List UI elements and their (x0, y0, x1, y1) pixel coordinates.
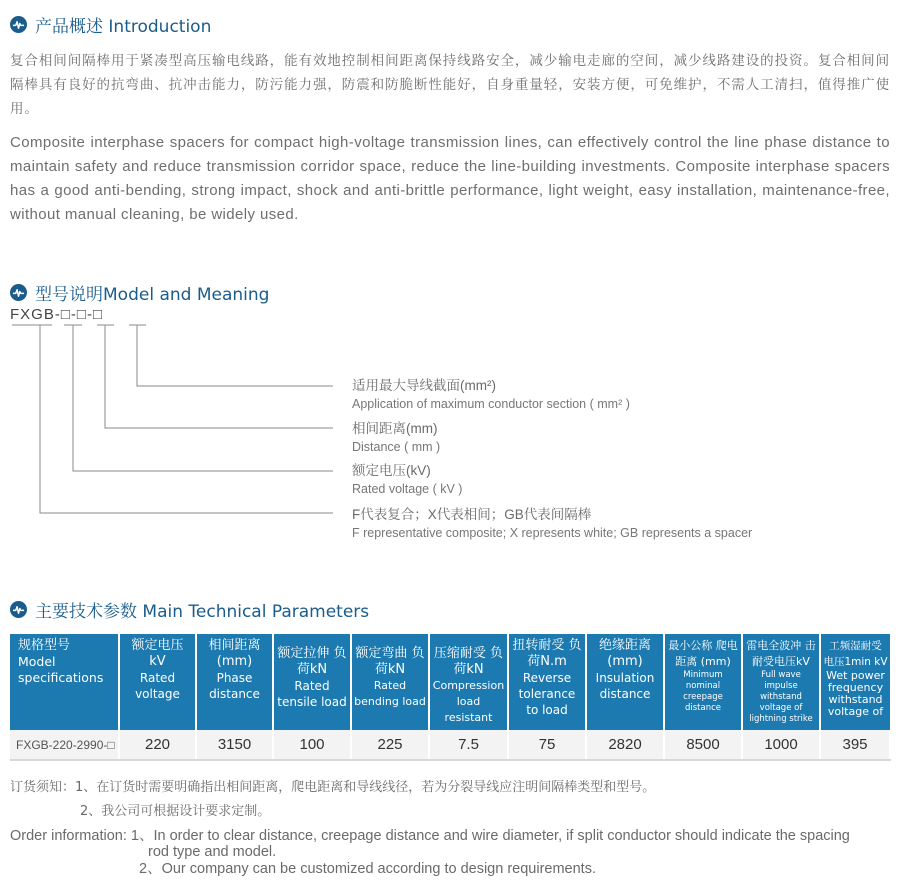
order-note-en-1-cont: rod type and model. (148, 844, 277, 860)
intro-section-title (10, 12, 211, 37)
model-label-section: 适用最大导线截面(mm²) Application of maximum conductor section ( mm² ) (352, 378, 630, 411)
model-code (10, 306, 103, 323)
model-label-distance: 相间距离(mm) Distance ( mm ) (352, 421, 441, 454)
cell-phase-distance: 3150 (196, 730, 273, 760)
order-label-en: Order information: (10, 828, 127, 844)
cell-insulation-distance: 2820 (586, 730, 664, 760)
leader-type (40, 325, 333, 513)
leader-voltage (73, 325, 333, 471)
model-code-prefix: FXGB (10, 306, 55, 323)
pulse-icon (10, 284, 27, 301)
intro-paragraph-en: Composite interphase spacers for compact high-voltage transmission lines, can effectively control the line phase distance to maintain safety and reduce transmission corridor space, reduce the line-building investments. Composite interphase spacers has a good anti-bending, strong impact, shock and anti-brittle performance, light weight, easy installation, maintenance-free, without manual cleaning, be widely used. (10, 134, 890, 223)
params-title-text: 主要技术参数 Main Technical Parameters (35, 602, 370, 622)
cell-bending-load: 225 (351, 730, 429, 760)
code-separator: - (70, 306, 77, 323)
model-label-voltage: 额定电压(kV) Rated voltage ( kV ) (352, 463, 463, 496)
col-header-tensile-load: 额定拉伸 负荷kN Rated tensile load (273, 634, 351, 730)
cell-rated-voltage: 220 (119, 730, 196, 760)
col-header-rated-voltage: 额定电压 kV Rated voltage (119, 634, 196, 730)
col-header-compression-load: 压缩耐受 负荷kN Compression load resistant (429, 634, 508, 730)
cell-reverse-tolerance: 75 (508, 730, 586, 760)
code-separator: - (54, 306, 61, 323)
col-header-phase-distance: 相间距离 (mm) Phase distance (196, 634, 273, 730)
leader-section (137, 325, 333, 386)
order-note-cn-1: 订货须知：1、在订货时需要明确指出相间距离，爬电距离和导线线径，若为分裂导线应注明间隔棒类型和型号。 (10, 780, 656, 795)
col-header-creepage-distance: 最小公称 爬电距离 (mm) Minimum nominal creepage distance (664, 634, 742, 730)
leader-distance (105, 325, 333, 428)
code-box-voltage: □ (60, 306, 71, 323)
cell-creepage-distance: 8500 (664, 730, 742, 760)
params-section-title (10, 597, 369, 622)
model-title-text: 型号说明Model and Meaning (35, 285, 270, 305)
params-table (10, 634, 891, 761)
col-header-model: 规格型号 Model specifications (10, 634, 119, 730)
pulse-icon (10, 601, 27, 618)
order-label-cn: 订货须知： (10, 780, 76, 795)
code-separator: - (86, 306, 93, 323)
code-box-section: □ (92, 306, 104, 323)
model-label-type: F代表复合；X代表相间；GB代表间隔棒 F representative composite; X represents white; GB represents a spacer (352, 507, 753, 540)
col-header-lightning-impulse: 雷电全波冲 击耐受电压kV Full wave impulse withstand voltage of lightning strike (742, 634, 820, 730)
order-note-en-2: 2、Our company can be customized according to design requirements. (139, 861, 596, 877)
model-section-title (10, 280, 269, 305)
cell-compression-load: 7.5 (429, 730, 508, 760)
intro-title-text: 产品概述 Introduction (35, 17, 212, 37)
order-note-cn-2: 2、我公司可根据设计要求定制。 (80, 804, 271, 819)
cell-model: FXGB-220-2990-□ (10, 730, 119, 760)
pulse-icon (10, 16, 27, 33)
table-row (10, 730, 890, 760)
order-note-en-1: Order information: 1、In order to clear distance, creepage distance and wire diameter, if split conductor should indicate the spacing (10, 828, 850, 844)
col-header-insulation-distance: 绝缘距离 (mm) Insulation distance (586, 634, 664, 730)
cell-lightning-impulse: 1000 (742, 730, 820, 760)
cell-power-frequency: 395 (820, 730, 890, 760)
params-header-row (10, 634, 890, 730)
intro-paragraph-cn: 复合相间间隔棒用于紧凑型高压输电线路，能有效地控制相间距离保持线路安全，减少输电走廊的空间，减少线路建设的投资。复合相间间隔棒具有良好的抗弯曲、抗冲击能力，防污能力强，防震和防脆断性能好，自身重量轻，安装方便，可免维护，不需人工清扫，值得推广使用。 (10, 53, 890, 117)
col-header-bending-load: 额定弯曲 负荷kN Rated bending load (351, 634, 429, 730)
col-header-power-frequency: 工频湿耐受 电压1min kV Wet power frequency withstand voltage of (820, 634, 890, 730)
col-header-reverse-tolerance: 扭转耐受 负荷N.m Reverse tolerance to load (508, 634, 586, 730)
cell-tensile-load: 100 (273, 730, 351, 760)
code-box-distance: □ (76, 306, 87, 323)
